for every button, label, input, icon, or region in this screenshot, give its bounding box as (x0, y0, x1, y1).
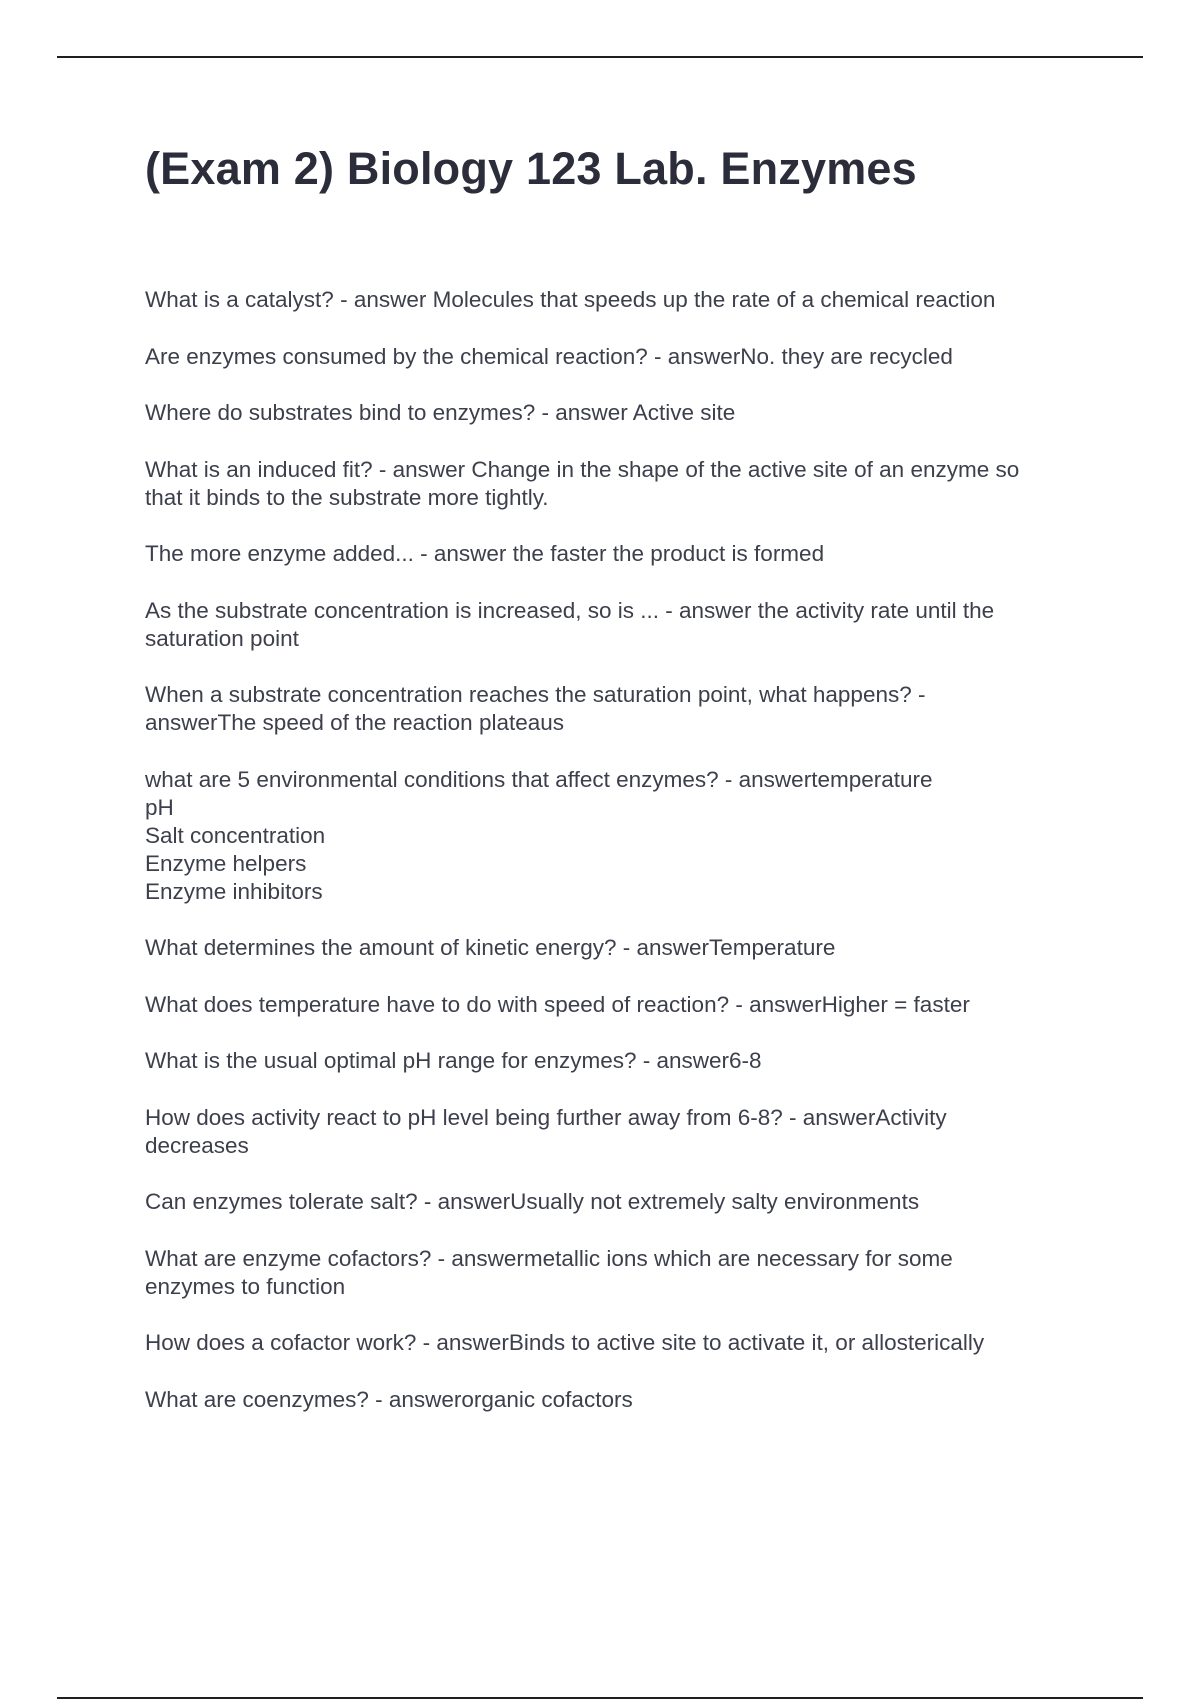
qa-line: Salt concentration (145, 822, 326, 848)
qa-line: Can enzymes tolerate salt? - answerUsually not extremely salty environments (145, 1189, 920, 1214)
qa-line: What does temperature have to do with speed of reaction? - answerHigher = faster (145, 991, 970, 1017)
qa-item (145, 1329, 1095, 1357)
qa-item (145, 991, 1095, 1019)
qa-item (145, 1104, 1095, 1160)
header-rule (57, 56, 1143, 58)
qa-line: that it binds to the substrate more tightly. (145, 484, 549, 510)
qa-item (145, 399, 1095, 427)
qa-list (145, 286, 1095, 1442)
qa-line: What are enzyme cofactors? - answermetallic ions which are necessary for some (145, 1245, 953, 1271)
footer-rule (57, 1697, 1143, 1699)
qa-item (145, 934, 1095, 962)
qa-line: what are 5 environmental conditions that affect enzymes? - answertemperature (145, 766, 933, 792)
qa-item (145, 456, 1095, 512)
qa-item (145, 1245, 1095, 1301)
qa-line: Are enzymes consumed by the chemical reaction? - answerNo. they are recycled (145, 343, 953, 369)
qa-line: What is an induced fit? - answer Change in the shape of the active site of an enzyme so (145, 456, 1020, 482)
qa-line: What are coenzymes? - answerorganic cofactors (145, 1386, 633, 1412)
qa-item (145, 540, 1095, 568)
qa-item (145, 1188, 1095, 1216)
qa-line: How does a cofactor work? - answerBinds to active site to activate it, or allosterically (145, 1330, 985, 1355)
qa-line: The more enzyme added... - answer the faster the product is formed (145, 541, 825, 566)
qa-item (145, 766, 1095, 906)
qa-line: What is a catalyst? - answer Molecules that speeds up the rate of a chemical reaction (145, 287, 996, 312)
qa-item (145, 681, 1095, 737)
qa-line: pH (145, 794, 174, 820)
qa-line: What is the usual optimal pH range for enzymes? - answer6-8 (145, 1048, 762, 1073)
qa-item (145, 343, 1095, 371)
qa-line: What determines the amount of kinetic energy? - answerTemperature (145, 935, 836, 960)
qa-item (145, 1047, 1095, 1075)
qa-item (145, 1386, 1095, 1414)
qa-line: As the substrate concentration is increased, so is ... - answer the activity rate until the (145, 597, 995, 623)
qa-item (145, 597, 1095, 653)
qa-line: Enzyme inhibitors (145, 878, 323, 904)
qa-line: decreases (145, 1132, 249, 1158)
qa-line: Enzyme helpers (145, 850, 307, 876)
page-title: (Exam 2) Biology 123 Lab. Enzymes (145, 143, 917, 194)
qa-line: How does activity react to pH level being further away from 6-8? - answerActivity (145, 1104, 947, 1130)
qa-line: enzymes to function (145, 1273, 346, 1299)
qa-line: saturation point (145, 625, 299, 651)
qa-line: When a substrate concentration reaches the saturation point, what happens? - (145, 682, 926, 707)
qa-item (145, 286, 1095, 314)
qa-line: Where do substrates bind to enzymes? - answer Active site (145, 400, 736, 425)
qa-line: answerThe speed of the reaction plateaus (145, 710, 565, 735)
